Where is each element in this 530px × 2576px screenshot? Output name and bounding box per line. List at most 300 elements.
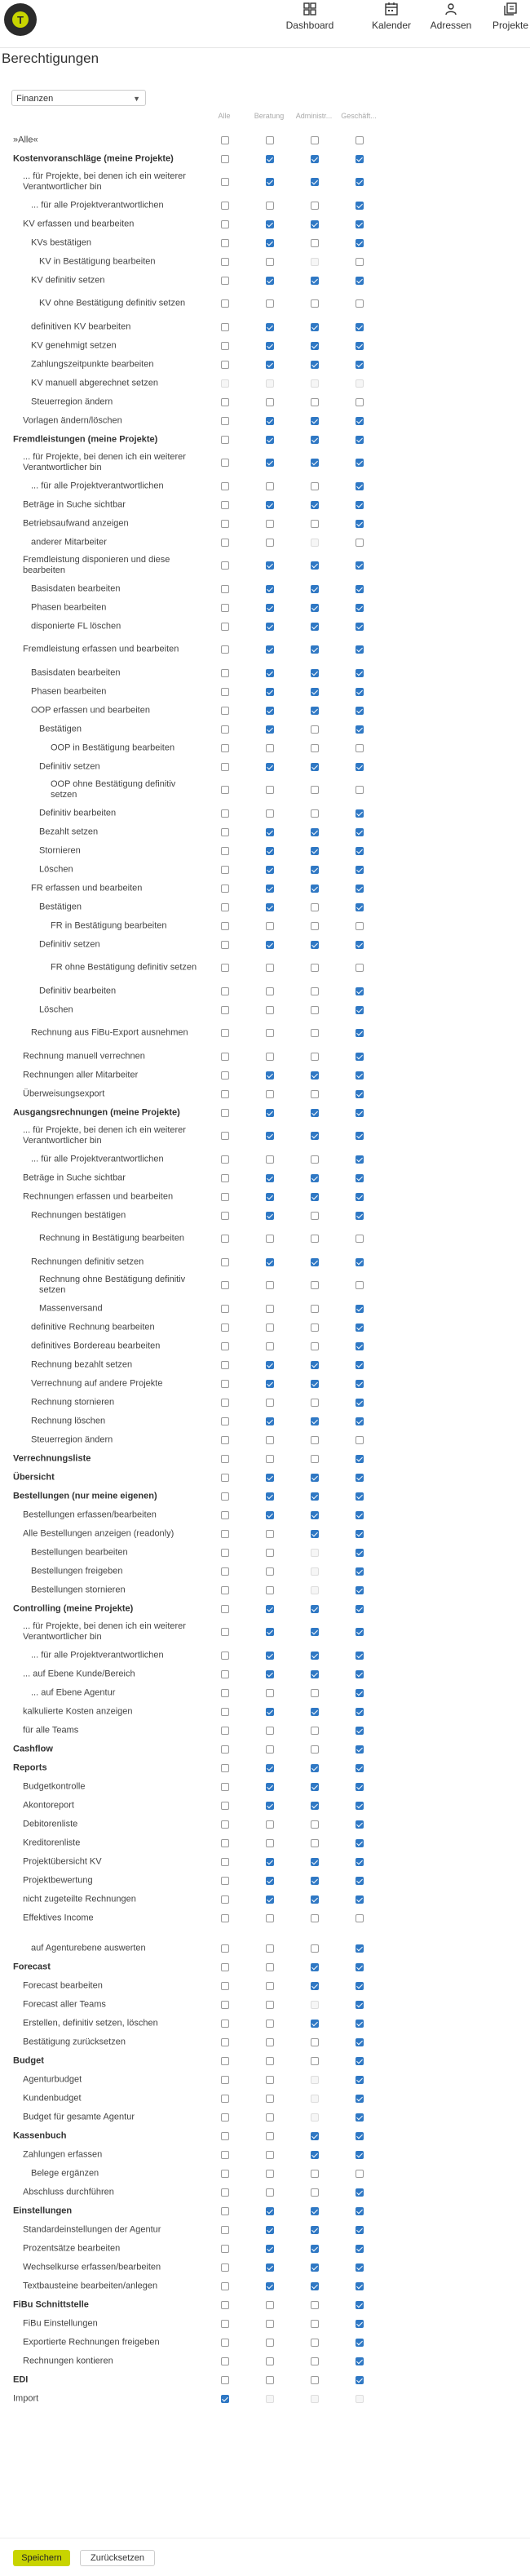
checkbox-administration[interactable] <box>311 561 319 570</box>
checkbox-beratung[interactable] <box>266 645 274 654</box>
checkbox-geschaeftsleitung[interactable] <box>356 744 364 752</box>
checkbox-administration[interactable] <box>311 136 319 144</box>
checkbox-beratung[interactable] <box>266 1689 274 1697</box>
checkbox-administration[interactable] <box>311 922 319 930</box>
checkbox-alle[interactable] <box>221 299 229 308</box>
checkbox-beratung[interactable] <box>266 239 274 247</box>
checkbox-geschaeftsleitung[interactable] <box>356 964 364 972</box>
checkbox-administration[interactable] <box>311 1605 319 1613</box>
checkbox-geschaeftsleitung[interactable] <box>356 436 364 444</box>
checkbox-administration[interactable] <box>311 1652 319 1660</box>
checkbox-administration[interactable] <box>311 1305 319 1313</box>
checkbox-alle[interactable] <box>221 1090 229 1098</box>
checkbox-beratung[interactable] <box>266 1764 274 1772</box>
checkbox-geschaeftsleitung[interactable] <box>356 2263 364 2272</box>
checkbox-alle[interactable] <box>221 623 229 631</box>
checkbox-alle[interactable] <box>221 501 229 509</box>
checkbox-geschaeftsleitung[interactable] <box>356 707 364 715</box>
checkbox-geschaeftsleitung[interactable] <box>356 885 364 893</box>
checkbox-alle[interactable] <box>221 1474 229 1482</box>
checkbox-administration[interactable] <box>311 1492 319 1501</box>
checkbox-administration[interactable] <box>311 323 319 331</box>
checkbox-geschaeftsleitung[interactable] <box>356 323 364 331</box>
checkbox-geschaeftsleitung[interactable] <box>356 1090 364 1098</box>
checkbox-geschaeftsleitung[interactable] <box>356 604 364 612</box>
checkbox-administration[interactable] <box>311 1342 319 1350</box>
checkbox-geschaeftsleitung[interactable] <box>356 178 364 186</box>
checkbox-beratung[interactable] <box>266 1029 274 1037</box>
checkbox-beratung[interactable] <box>266 2301 274 2309</box>
checkbox-geschaeftsleitung[interactable] <box>356 2188 364 2197</box>
checkbox-beratung[interactable] <box>266 1474 274 1482</box>
nav-kalender[interactable] <box>367 2 416 31</box>
checkbox-beratung[interactable] <box>266 1549 274 1557</box>
checkbox-alle[interactable] <box>221 1944 229 1953</box>
checkbox-administration[interactable] <box>311 1399 319 1407</box>
checkbox-geschaeftsleitung[interactable] <box>356 1877 364 1885</box>
checkbox-alle[interactable] <box>221 1628 229 1636</box>
checkbox-administration[interactable] <box>311 1212 319 1220</box>
checkbox-administration[interactable] <box>311 585 319 593</box>
checkbox-beratung[interactable] <box>266 178 274 186</box>
checkbox-beratung[interactable] <box>266 2076 274 2084</box>
checkbox-alle[interactable] <box>221 178 229 186</box>
checkbox-administration[interactable] <box>311 1914 319 1922</box>
checkbox-beratung[interactable] <box>266 1652 274 1660</box>
checkbox-administration[interactable] <box>311 964 319 972</box>
checkbox-alle[interactable] <box>221 1895 229 1904</box>
checkbox-geschaeftsleitung[interactable] <box>356 1342 364 1350</box>
checkbox-beratung[interactable] <box>266 1511 274 1519</box>
checkbox-beratung[interactable] <box>266 1258 274 1266</box>
checkbox-geschaeftsleitung[interactable] <box>356 828 364 836</box>
checkbox-alle[interactable] <box>221 1530 229 1538</box>
checkbox-administration[interactable] <box>311 885 319 893</box>
checkbox-beratung[interactable] <box>266 1132 274 1140</box>
checkbox-geschaeftsleitung[interactable] <box>356 1474 364 1482</box>
checkbox-geschaeftsleitung[interactable] <box>356 2020 364 2028</box>
checkbox-alle[interactable] <box>221 239 229 247</box>
checkbox-alle[interactable] <box>221 1652 229 1660</box>
checkbox-alle[interactable] <box>221 866 229 874</box>
checkbox-geschaeftsleitung[interactable] <box>356 1858 364 1866</box>
checkbox-geschaeftsleitung[interactable] <box>356 1006 364 1014</box>
checkbox-beratung[interactable] <box>266 1982 274 1990</box>
checkbox-alle[interactable] <box>221 1132 229 1140</box>
checkbox-beratung[interactable] <box>266 1944 274 1953</box>
nav-dashboard[interactable] <box>285 2 334 31</box>
checkbox-administration[interactable] <box>311 2357 319 2365</box>
checkbox-alle[interactable] <box>221 2395 229 2403</box>
checkbox-beratung[interactable] <box>266 2226 274 2234</box>
checkbox-beratung[interactable] <box>266 987 274 995</box>
checkbox-geschaeftsleitung[interactable] <box>356 1361 364 1369</box>
checkbox-alle[interactable] <box>221 202 229 210</box>
checkbox-beratung[interactable] <box>266 1361 274 1369</box>
checkbox-alle[interactable] <box>221 1689 229 1697</box>
checkbox-alle[interactable] <box>221 645 229 654</box>
checkbox-geschaeftsleitung[interactable] <box>356 623 364 631</box>
checkbox-administration[interactable] <box>311 1029 319 1037</box>
checkbox-beratung[interactable] <box>266 1006 274 1014</box>
checkbox-beratung[interactable] <box>266 623 274 631</box>
checkbox-administration[interactable] <box>311 239 319 247</box>
checkbox-beratung[interactable] <box>266 1399 274 1407</box>
checkbox-beratung[interactable] <box>266 155 274 163</box>
checkbox-administration[interactable] <box>311 987 319 995</box>
checkbox-alle[interactable] <box>221 604 229 612</box>
checkbox-alle[interactable] <box>221 220 229 228</box>
checkbox-beratung[interactable] <box>266 1492 274 1501</box>
checkbox-administration[interactable] <box>311 2151 319 2159</box>
checkbox-alle[interactable] <box>221 1708 229 1716</box>
checkbox-geschaeftsleitung[interactable] <box>356 1670 364 1678</box>
checkbox-alle[interactable] <box>221 2113 229 2122</box>
checkbox-alle[interactable] <box>221 744 229 752</box>
checkbox-administration[interactable] <box>311 436 319 444</box>
checkbox-beratung[interactable] <box>266 1342 274 1350</box>
checkbox-alle[interactable] <box>221 277 229 285</box>
checkbox-alle[interactable] <box>221 2226 229 2234</box>
checkbox-geschaeftsleitung[interactable] <box>356 1511 364 1519</box>
checkbox-alle[interactable] <box>221 922 229 930</box>
checkbox-administration[interactable] <box>311 1982 319 1990</box>
checkbox-alle[interactable] <box>221 1174 229 1182</box>
checkbox-alle[interactable] <box>221 2057 229 2065</box>
checkbox-administration[interactable] <box>311 299 319 308</box>
checkbox-administration[interactable] <box>311 1417 319 1425</box>
checkbox-beratung[interactable] <box>266 585 274 593</box>
checkbox-beratung[interactable] <box>266 2207 274 2215</box>
checkbox-geschaeftsleitung[interactable] <box>356 903 364 911</box>
checkbox-administration[interactable] <box>311 763 319 771</box>
checkbox-beratung[interactable] <box>266 763 274 771</box>
checkbox-beratung[interactable] <box>266 941 274 949</box>
checkbox-geschaeftsleitung[interactable] <box>356 2282 364 2290</box>
checkbox-geschaeftsleitung[interactable] <box>356 1281 364 1289</box>
checkbox-geschaeftsleitung[interactable] <box>356 1963 364 1971</box>
checkbox-beratung[interactable] <box>266 2001 274 2009</box>
checkbox-alle[interactable] <box>221 1193 229 1201</box>
checkbox-geschaeftsleitung[interactable] <box>356 361 364 369</box>
checkbox-alle[interactable] <box>221 1858 229 1866</box>
checkbox-alle[interactable] <box>221 398 229 406</box>
checkbox-alle[interactable] <box>221 688 229 696</box>
checkbox-administration[interactable] <box>311 1361 319 1369</box>
checkbox-geschaeftsleitung[interactable] <box>356 2095 364 2103</box>
checkbox-geschaeftsleitung[interactable] <box>356 763 364 771</box>
checkbox-geschaeftsleitung[interactable] <box>356 1305 364 1313</box>
checkbox-alle[interactable] <box>221 1727 229 1735</box>
checkbox-alle[interactable] <box>221 725 229 734</box>
checkbox-alle[interactable] <box>221 1029 229 1037</box>
checkbox-administration[interactable] <box>311 220 319 228</box>
checkbox-administration[interactable] <box>311 1963 319 1971</box>
checkbox-administration[interactable] <box>311 866 319 874</box>
checkbox-alle[interactable] <box>221 1839 229 1847</box>
checkbox-beratung[interactable] <box>266 828 274 836</box>
checkbox-beratung[interactable] <box>266 2020 274 2028</box>
checkbox-geschaeftsleitung[interactable] <box>356 520 364 528</box>
checkbox-alle[interactable] <box>221 1963 229 1971</box>
checkbox-alle[interactable] <box>221 459 229 467</box>
checkbox-alle[interactable] <box>221 941 229 949</box>
checkbox-geschaeftsleitung[interactable] <box>356 1193 364 1201</box>
checkbox-geschaeftsleitung[interactable] <box>356 1109 364 1117</box>
checkbox-administration[interactable] <box>311 398 319 406</box>
checkbox-administration[interactable] <box>311 1258 319 1266</box>
checkbox-alle[interactable] <box>221 561 229 570</box>
checkbox-administration[interactable] <box>311 2188 319 2197</box>
checkbox-geschaeftsleitung[interactable] <box>356 786 364 794</box>
checkbox-geschaeftsleitung[interactable] <box>356 1839 364 1847</box>
checkbox-beratung[interactable] <box>266 604 274 612</box>
checkbox-geschaeftsleitung[interactable] <box>356 2001 364 2009</box>
checkbox-geschaeftsleitung[interactable] <box>356 1029 364 1037</box>
checkbox-alle[interactable] <box>221 1783 229 1791</box>
checkbox-beratung[interactable] <box>266 1628 274 1636</box>
checkbox-alle[interactable] <box>221 1802 229 1810</box>
checkbox-administration[interactable] <box>311 1474 319 1482</box>
checkbox-geschaeftsleitung[interactable] <box>356 1549 364 1557</box>
checkbox-alle[interactable] <box>221 2170 229 2178</box>
checkbox-administration[interactable] <box>311 1944 319 1953</box>
checkbox-administration[interactable] <box>311 1764 319 1772</box>
checkbox-alle[interactable] <box>221 1549 229 1557</box>
checkbox-beratung[interactable] <box>266 1914 274 1922</box>
checkbox-administration[interactable] <box>311 828 319 836</box>
checkbox-administration[interactable] <box>311 1323 319 1332</box>
checkbox-geschaeftsleitung[interactable] <box>356 669 364 677</box>
checkbox-administration[interactable] <box>311 1281 319 1289</box>
save-button[interactable]: Speichern <box>13 2550 70 2566</box>
checkbox-administration[interactable] <box>311 707 319 715</box>
checkbox-alle[interactable] <box>221 2282 229 2290</box>
checkbox-administration[interactable] <box>311 2245 319 2253</box>
checkbox-beratung[interactable] <box>266 501 274 509</box>
checkbox-geschaeftsleitung[interactable] <box>356 1652 364 1660</box>
checkbox-alle[interactable] <box>221 2076 229 2084</box>
checkbox-geschaeftsleitung[interactable] <box>356 1530 364 1538</box>
checkbox-alle[interactable] <box>221 987 229 995</box>
checkbox-administration[interactable] <box>311 604 319 612</box>
checkbox-geschaeftsleitung[interactable] <box>356 2376 364 2384</box>
checkbox-beratung[interactable] <box>266 1212 274 1220</box>
checkbox-beratung[interactable] <box>266 1530 274 1538</box>
checkbox-administration[interactable] <box>311 501 319 509</box>
checkbox-alle[interactable] <box>221 361 229 369</box>
checkbox-administration[interactable] <box>311 1109 319 1117</box>
checkbox-administration[interactable] <box>311 1628 319 1636</box>
checkbox-beratung[interactable] <box>266 2113 274 2122</box>
checkbox-administration[interactable] <box>311 725 319 734</box>
checkbox-geschaeftsleitung[interactable] <box>356 459 364 467</box>
checkbox-geschaeftsleitung[interactable] <box>356 1417 364 1425</box>
checkbox-administration[interactable] <box>311 178 319 186</box>
app-logo[interactable] <box>4 3 37 36</box>
checkbox-administration[interactable] <box>311 1858 319 1866</box>
checkbox-beratung[interactable] <box>266 417 274 425</box>
checkbox-beratung[interactable] <box>266 1839 274 1847</box>
checkbox-beratung[interactable] <box>266 482 274 490</box>
checkbox-administration[interactable] <box>311 2207 319 2215</box>
checkbox-alle[interactable] <box>221 2188 229 2197</box>
checkbox-geschaeftsleitung[interactable] <box>356 1132 364 1140</box>
checkbox-alle[interactable] <box>221 342 229 350</box>
checkbox-administration[interactable] <box>311 1783 319 1791</box>
checkbox-alle[interactable] <box>221 136 229 144</box>
checkbox-beratung[interactable] <box>266 1380 274 1388</box>
checkbox-beratung[interactable] <box>266 707 274 715</box>
checkbox-alle[interactable] <box>221 1436 229 1444</box>
checkbox-alle[interactable] <box>221 2301 229 2309</box>
checkbox-beratung[interactable] <box>266 2170 274 2178</box>
checkbox-geschaeftsleitung[interactable] <box>356 1628 364 1636</box>
checkbox-beratung[interactable] <box>266 866 274 874</box>
checkbox-administration[interactable] <box>311 2132 319 2140</box>
checkbox-alle[interactable] <box>221 1982 229 1990</box>
checkbox-administration[interactable] <box>311 277 319 285</box>
checkbox-beratung[interactable] <box>266 1305 274 1313</box>
checkbox-geschaeftsleitung[interactable] <box>356 2151 364 2159</box>
checkbox-alle[interactable] <box>221 1258 229 1266</box>
checkbox-geschaeftsleitung[interactable] <box>356 2320 364 2328</box>
checkbox-geschaeftsleitung[interactable] <box>356 1586 364 1594</box>
checkbox-alle[interactable] <box>221 885 229 893</box>
checkbox-geschaeftsleitung[interactable] <box>356 202 364 210</box>
checkbox-beratung[interactable] <box>266 744 274 752</box>
checkbox-geschaeftsleitung[interactable] <box>356 2057 364 2065</box>
checkbox-alle[interactable] <box>221 786 229 794</box>
checkbox-geschaeftsleitung[interactable] <box>356 1820 364 1829</box>
checkbox-alle[interactable] <box>221 2320 229 2328</box>
checkbox-alle[interactable] <box>221 1455 229 1463</box>
checkbox-alle[interactable] <box>221 1417 229 1425</box>
checkbox-geschaeftsleitung[interactable] <box>356 725 364 734</box>
checkbox-geschaeftsleitung[interactable] <box>356 847 364 855</box>
checkbox-alle[interactable] <box>221 964 229 972</box>
checkbox-administration[interactable] <box>311 623 319 631</box>
checkbox-alle[interactable] <box>221 417 229 425</box>
checkbox-administration[interactable] <box>311 1708 319 1716</box>
checkbox-beratung[interactable] <box>266 2357 274 2365</box>
checkbox-administration[interactable] <box>311 2226 319 2234</box>
checkbox-geschaeftsleitung[interactable] <box>356 2038 364 2046</box>
checkbox-geschaeftsleitung[interactable] <box>356 2113 364 2122</box>
checkbox-alle[interactable] <box>221 1071 229 1080</box>
checkbox-beratung[interactable] <box>266 2339 274 2347</box>
checkbox-alle[interactable] <box>221 1235 229 1243</box>
checkbox-beratung[interactable] <box>266 202 274 210</box>
checkbox-alle[interactable] <box>221 323 229 331</box>
checkbox-administration[interactable] <box>311 2263 319 2272</box>
checkbox-administration[interactable] <box>311 1006 319 1014</box>
checkbox-beratung[interactable] <box>266 1281 274 1289</box>
checkbox-beratung[interactable] <box>266 1235 274 1243</box>
checkbox-administration[interactable] <box>311 1689 319 1697</box>
checkbox-administration[interactable] <box>311 1174 319 1182</box>
checkbox-alle[interactable] <box>221 1511 229 1519</box>
checkbox-beratung[interactable] <box>266 1323 274 1332</box>
checkbox-administration[interactable] <box>311 459 319 467</box>
checkbox-administration[interactable] <box>311 1820 319 1829</box>
checkbox-administration[interactable] <box>311 2376 319 2384</box>
checkbox-alle[interactable] <box>221 1914 229 1922</box>
checkbox-administration[interactable] <box>311 1090 319 1098</box>
checkbox-beratung[interactable] <box>266 1745 274 1754</box>
checkbox-administration[interactable] <box>311 1530 319 1538</box>
checkbox-administration[interactable] <box>311 1802 319 1810</box>
checkbox-administration[interactable] <box>311 1839 319 1847</box>
checkbox-administration[interactable] <box>311 1745 319 1754</box>
checkbox-administration[interactable] <box>311 847 319 855</box>
category-select[interactable] <box>11 90 146 106</box>
checkbox-beratung[interactable] <box>266 1455 274 1463</box>
checkbox-administration[interactable] <box>311 1193 319 1201</box>
checkbox-beratung[interactable] <box>266 786 274 794</box>
checkbox-alle[interactable] <box>221 2357 229 2365</box>
checkbox-beratung[interactable] <box>266 561 274 570</box>
checkbox-geschaeftsleitung[interactable] <box>356 1399 364 1407</box>
checkbox-alle[interactable] <box>221 1109 229 1117</box>
checkbox-geschaeftsleitung[interactable] <box>356 1727 364 1735</box>
checkbox-administration[interactable] <box>311 1071 319 1080</box>
checkbox-geschaeftsleitung[interactable] <box>356 2132 364 2140</box>
checkbox-administration[interactable] <box>311 1877 319 1885</box>
checkbox-beratung[interactable] <box>266 1727 274 1735</box>
checkbox-geschaeftsleitung[interactable] <box>356 136 364 144</box>
checkbox-administration[interactable] <box>311 1727 319 1735</box>
checkbox-geschaeftsleitung[interactable] <box>356 2226 364 2234</box>
checkbox-alle[interactable] <box>221 1380 229 1388</box>
checkbox-alle[interactable] <box>221 1342 229 1350</box>
checkbox-geschaeftsleitung[interactable] <box>356 809 364 818</box>
checkbox-beratung[interactable] <box>266 2263 274 2272</box>
checkbox-alle[interactable] <box>221 1053 229 1061</box>
checkbox-beratung[interactable] <box>266 1567 274 1576</box>
checkbox-geschaeftsleitung[interactable] <box>356 1783 364 1791</box>
checkbox-geschaeftsleitung[interactable] <box>356 1745 364 1754</box>
checkbox-geschaeftsleitung[interactable] <box>356 1235 364 1243</box>
checkbox-alle[interactable] <box>221 1567 229 1576</box>
checkbox-administration[interactable] <box>311 1053 319 1061</box>
checkbox-beratung[interactable] <box>266 2038 274 2046</box>
checkbox-administration[interactable] <box>311 2320 319 2328</box>
checkbox-beratung[interactable] <box>266 1877 274 1885</box>
checkbox-beratung[interactable] <box>266 964 274 972</box>
checkbox-geschaeftsleitung[interactable] <box>356 1436 364 1444</box>
checkbox-geschaeftsleitung[interactable] <box>356 2076 364 2084</box>
checkbox-geschaeftsleitung[interactable] <box>356 1155 364 1164</box>
checkbox-geschaeftsleitung[interactable] <box>356 1174 364 1182</box>
nav-projekte[interactable] <box>484 2 530 31</box>
checkbox-geschaeftsleitung[interactable] <box>356 987 364 995</box>
checkbox-administration[interactable] <box>311 202 319 210</box>
checkbox-alle[interactable] <box>221 707 229 715</box>
checkbox-alle[interactable] <box>221 1212 229 1220</box>
checkbox-beratung[interactable] <box>266 520 274 528</box>
checkbox-administration[interactable] <box>311 1895 319 1904</box>
checkbox-alle[interactable] <box>221 1877 229 1885</box>
checkbox-alle[interactable] <box>221 1399 229 1407</box>
checkbox-beratung[interactable] <box>266 1605 274 1613</box>
checkbox-alle[interactable] <box>221 1361 229 1369</box>
checkbox-alle[interactable] <box>221 436 229 444</box>
checkbox-beratung[interactable] <box>266 669 274 677</box>
checkbox-alle[interactable] <box>221 2151 229 2159</box>
checkbox-geschaeftsleitung[interactable] <box>356 1708 364 1716</box>
checkbox-administration[interactable] <box>311 669 319 677</box>
